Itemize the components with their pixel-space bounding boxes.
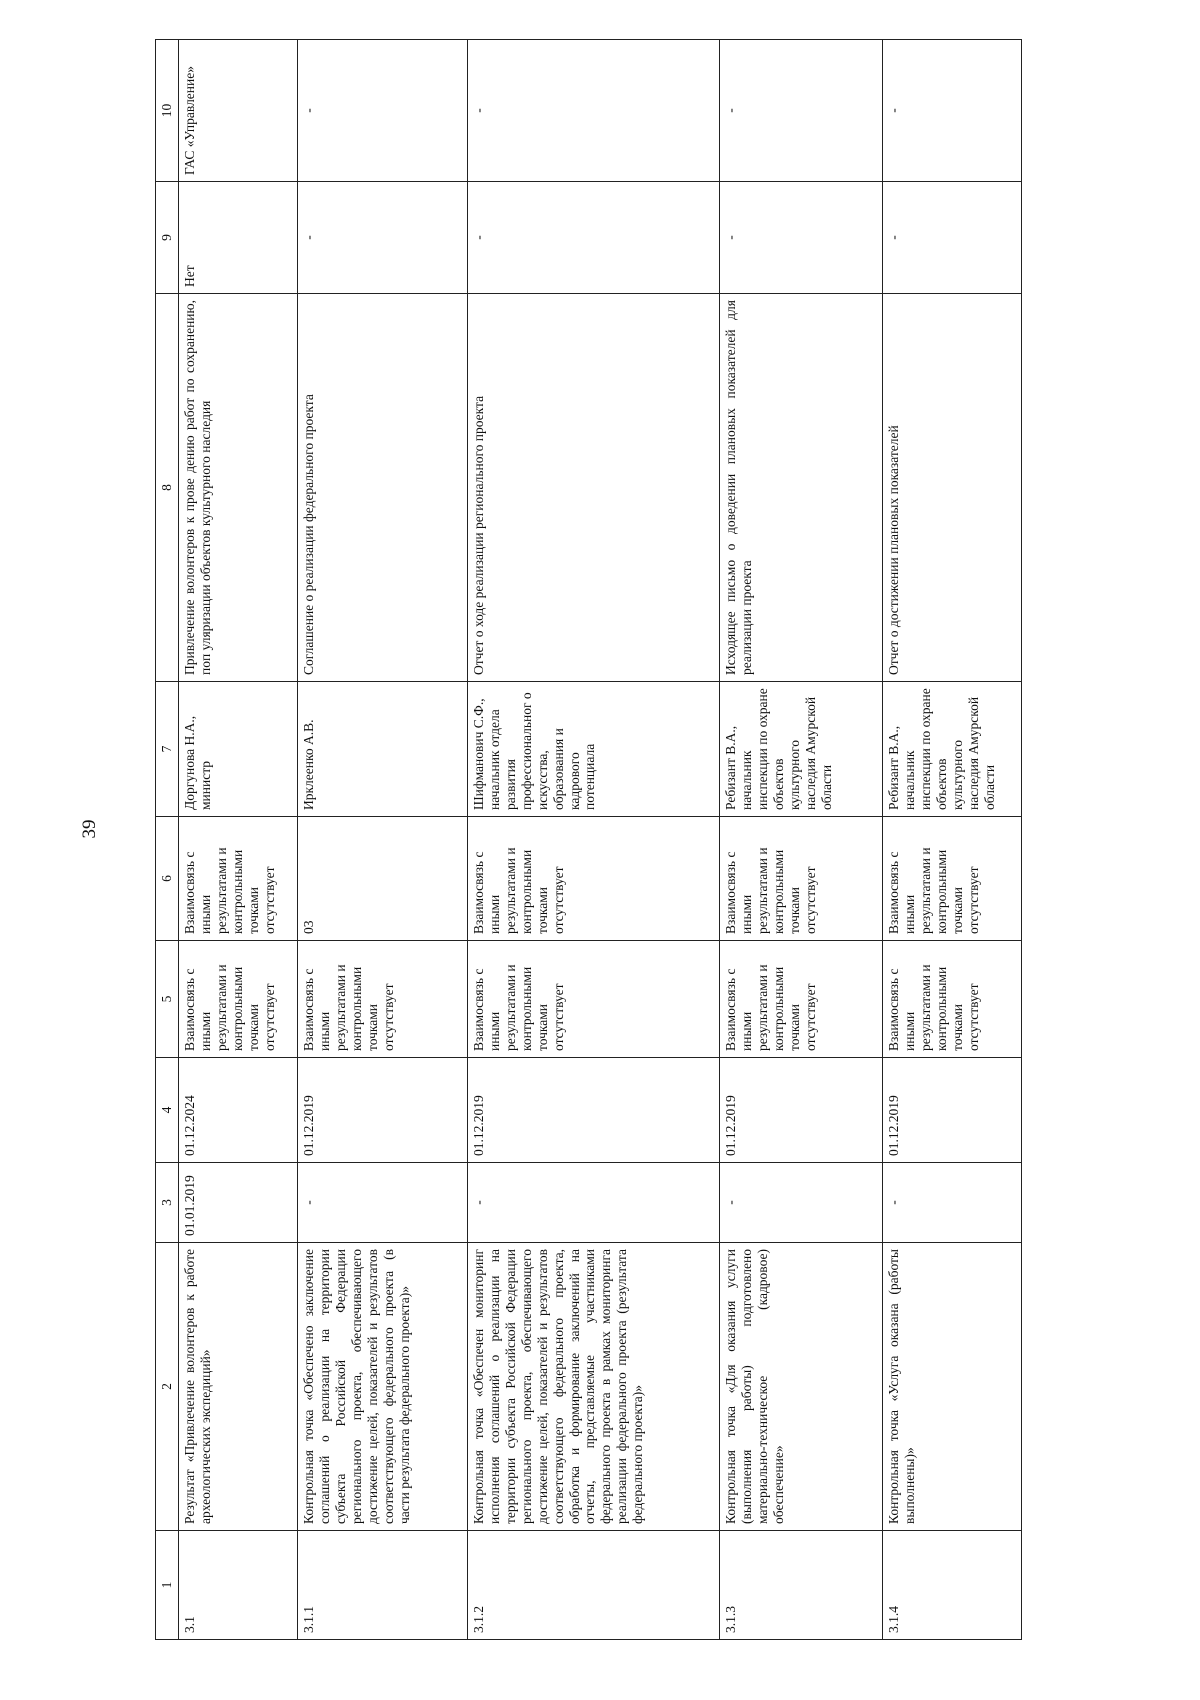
header-cell: 2 xyxy=(156,1243,179,1531)
responsible-person: Ребизант В.А., начальник инспекции по охране объектов культурного наследия Амурской области xyxy=(883,682,1022,817)
successor-link: Взаимосвязь с иными результатами и контрольными точками отсутствует xyxy=(179,817,298,941)
start-date: - xyxy=(720,1163,883,1243)
table-row xyxy=(179,40,298,1640)
responsible-person: Шифманович С.Ф., начальник отдела развития профессиональног о искусства, образования и кадрового потенциала xyxy=(468,682,720,817)
predecessor-link: Взаимосвязь с иными результатами и контрольными точками отсутствует xyxy=(298,941,468,1058)
end-date: 01.12.2019 xyxy=(468,1058,720,1163)
document-type: Привлечение волонтеров к прове дению работ по сохранению, поп уляризации объектов культурного наследия xyxy=(179,294,298,682)
result-description: Контрольная точка «Обеспечено заключение соглашений о реализации на территории субъекта Российской Федерации регионального проекта, обеспечивающего достижение целей, показателей и результатов соответствующего федерального проекта (в части результата федерального проекта)» xyxy=(298,1243,468,1531)
end-date: 01.12.2019 xyxy=(298,1058,468,1163)
document-type: Отчет о достижении плановых показателей xyxy=(883,294,1022,682)
end-date: 01.12.2019 xyxy=(883,1058,1022,1163)
predecessor-link: Взаимосвязь с иными результатами и контрольными точками отсутствует xyxy=(179,941,298,1058)
header-cell: 4 xyxy=(156,1058,179,1163)
end-date: 01.12.2019 xyxy=(720,1058,883,1163)
project-plan-table xyxy=(155,39,1022,1640)
document-type: Соглашение о реализации федерального проекта xyxy=(298,294,468,682)
row-number: 3.1 xyxy=(179,1531,298,1640)
page-number: 39 xyxy=(79,819,100,839)
start-date: - xyxy=(883,1163,1022,1243)
completion-flag: - xyxy=(883,182,1022,294)
end-date: 01.12.2024 xyxy=(179,1058,298,1163)
row-number: 3.1.1 xyxy=(298,1531,468,1640)
table-row xyxy=(298,40,468,1640)
header-cell: 5 xyxy=(156,941,179,1058)
successor-link: Взаимосвязь с иными результатами и контрольными точками отсутствует xyxy=(883,817,1022,941)
predecessor-link: Взаимосвязь с иными результатами и контрольными точками отсутствует xyxy=(468,941,720,1058)
information-system: ГАС «Управление» xyxy=(179,40,298,182)
start-date: - xyxy=(298,1163,468,1243)
predecessor-link: Взаимосвязь с иными результатами и контрольными точками отсутствует xyxy=(720,941,883,1058)
document-type: Исходящее письмо о доведении плановых показателей для реализации проекта xyxy=(720,294,883,682)
header-cell: 6 xyxy=(156,817,179,941)
completion-flag: - xyxy=(720,182,883,294)
completion-flag: - xyxy=(468,182,720,294)
row-number: 3.1.3 xyxy=(720,1531,883,1640)
table-row xyxy=(468,40,720,1640)
result-description: Контрольная точка «Обеспечен мониторинг исполнения соглашений о реализации на территории субъекта Российской Федерации регионального проекта, обеспечивающего достижение целей, показателей и результатов соответствующего федерального проекта, обработка и формирование заключений на отчеты, представляемые участниками федерального проекта в рамках мониторинга реализации федерального проекта (результата федерального проекта)» xyxy=(468,1243,720,1531)
information-system: - xyxy=(883,40,1022,182)
document-type: Отчет о ходе реализации регионального проекта xyxy=(468,294,720,682)
header-cell: 9 xyxy=(156,182,179,294)
result-description: Контрольная точка «Для оказания услуги (выполнения работы) подготовлено материально-техническое (кадровое) обеспечение» xyxy=(720,1243,883,1531)
header-cell: 10 xyxy=(156,40,179,182)
row-number: 3.1.2 xyxy=(468,1531,720,1640)
information-system: - xyxy=(720,40,883,182)
completion-flag: Нет xyxy=(179,182,298,294)
responsible-person: Ирклеенко А.В. xyxy=(298,682,468,817)
information-system: - xyxy=(298,40,468,182)
successor-link: 03 xyxy=(298,817,468,941)
header-cell: 7 xyxy=(156,682,179,817)
information-system: - xyxy=(468,40,720,182)
start-date: 01.01.2019 xyxy=(179,1163,298,1243)
result-description: Контрольная точка «Услуга оказана (работы выполнены)» xyxy=(883,1243,1022,1531)
header-cell: 1 xyxy=(156,1531,179,1640)
predecessor-link: Взаимосвязь с иными результатами и контрольными точками отсутствует xyxy=(883,941,1022,1058)
responsible-person: Ребизант В.А., начальник инспекции по охране объектов культурного наследия Амурской области xyxy=(720,682,883,817)
header-cell: 3 xyxy=(156,1163,179,1243)
completion-flag: - xyxy=(298,182,468,294)
successor-link: Взаимосвязь с иными результатами и контрольными точками отсутствует xyxy=(468,817,720,941)
successor-link: Взаимосвязь с иными результатами и контрольными точками отсутствует xyxy=(720,817,883,941)
table-row xyxy=(720,40,883,1640)
start-date: - xyxy=(468,1163,720,1243)
table-row xyxy=(883,40,1022,1640)
row-number: 3.1.4 xyxy=(883,1531,1022,1640)
header-cell: 8 xyxy=(156,294,179,682)
header-row xyxy=(156,40,179,1640)
result-description: Результат «Привлечение волонтеров к работе археологических экспедиций» xyxy=(179,1243,298,1531)
responsible-person: Доргунова Н.А., министр xyxy=(179,682,298,817)
